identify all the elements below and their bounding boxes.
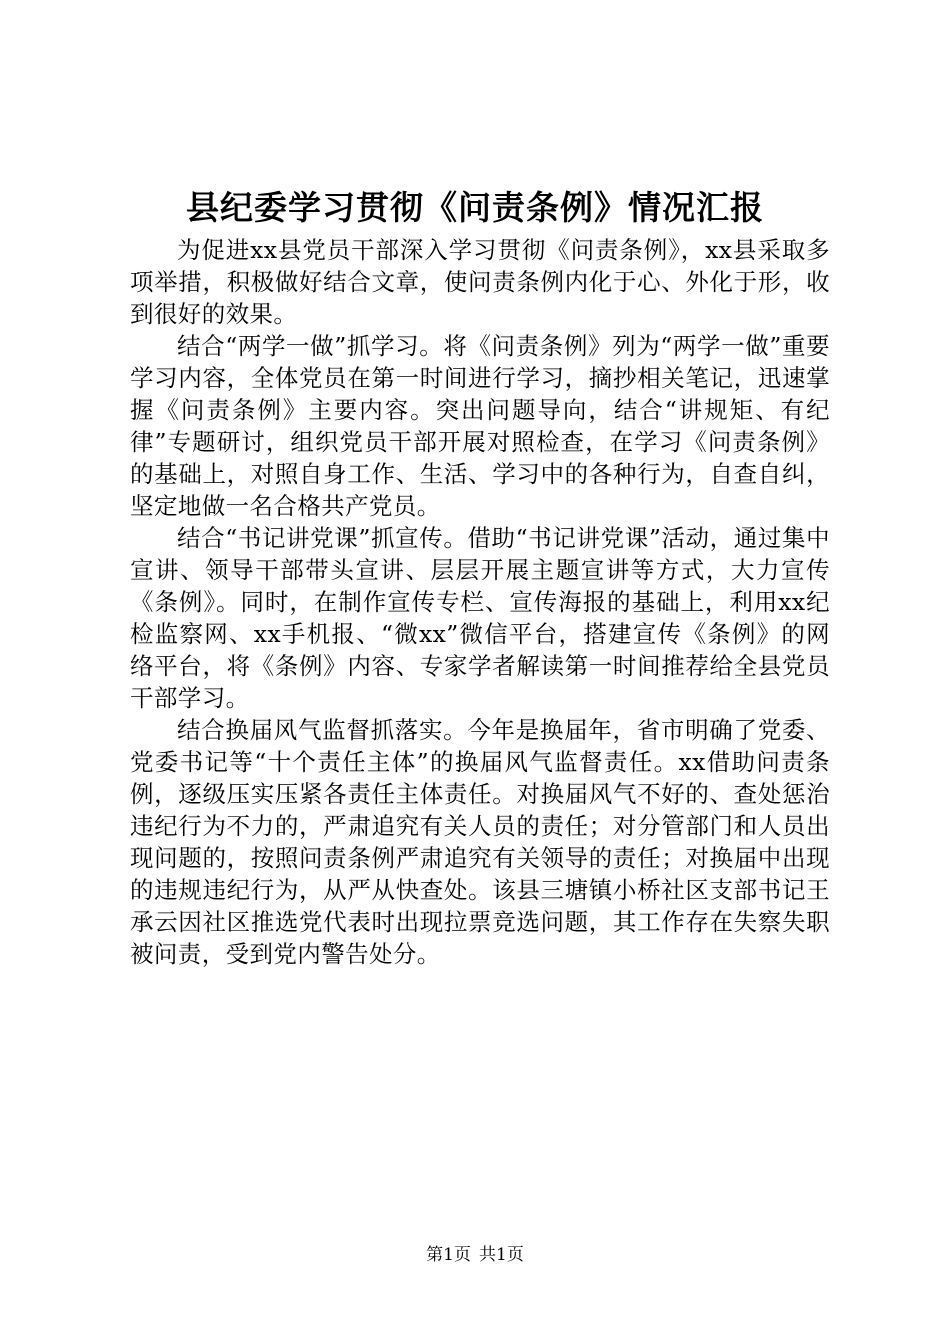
document-title: 县纪委学习贯彻《问责条例》情况汇报 [186,188,764,227]
paragraph-intro: 为促进xx县党员干部深入学习贯彻《问责条例》，xx县采取多项举措，积极做好结合文章，使问责条例内化于心、外化于形，收到很好的效果。 [130,236,830,328]
paragraph-publicity: 结合“书记讲党课”抓宣传。借助“书记讲党课”活动，通过集中宣讲、领导干部带头宣讲、层层开展主题宣讲等方式，大力宣传《条例》。同时，在制作宣传专栏、宣传海报的基础上，利用xx纪检监察网、xx手机报、“微xx”微信平台，搭建宣传《条例》的网络平台，将《条例》内容、专家学者解读第一时间推荐给全县党员干部学习。 [130,524,830,712]
document-body [130,234,830,970]
page-footer [0,1243,950,1267]
paragraph-implementation: 结合换届风气监督抓落实。今年是换届年，省市明确了党委、党委书记等“十个责任主体”的换届风气监督责任。xx借助问责条例，逐级压实压紧各责任主体责任。对换届风气不好的、查处惩治违纪行为不力的，严肃追究有关人员的责任；对分管部门和人员出现问题的，按照问责条例严肃追究有关领导的责任；对换届中出现的违规违纪行为，从严从快查处。该县三塘镇小桥社区支部书记王承云因社区推选党代表时出现拉票竞选问题，其工作存在失察失职被问责，受到党内警告处分。 [130,716,830,968]
paragraph-study: 结合“两学一做”抓学习。将《问责条例》列为“两学一做”重要学习内容，全体党员在第一时间进行学习，摘抄相关笔记，迅速掌握《问责条例》主要内容。突出问题导向，结合“讲规矩、有纪律”专题研讨，组织党员干部开展对照检查，在学习《问责条例》的基础上，对照自身工作、生活、学习中的各种行为，自查自纠，坚定地做一名合格共产党员。 [130,332,830,520]
page-number: 第1页 [426,1245,471,1265]
page-total: 共1页 [479,1245,524,1265]
